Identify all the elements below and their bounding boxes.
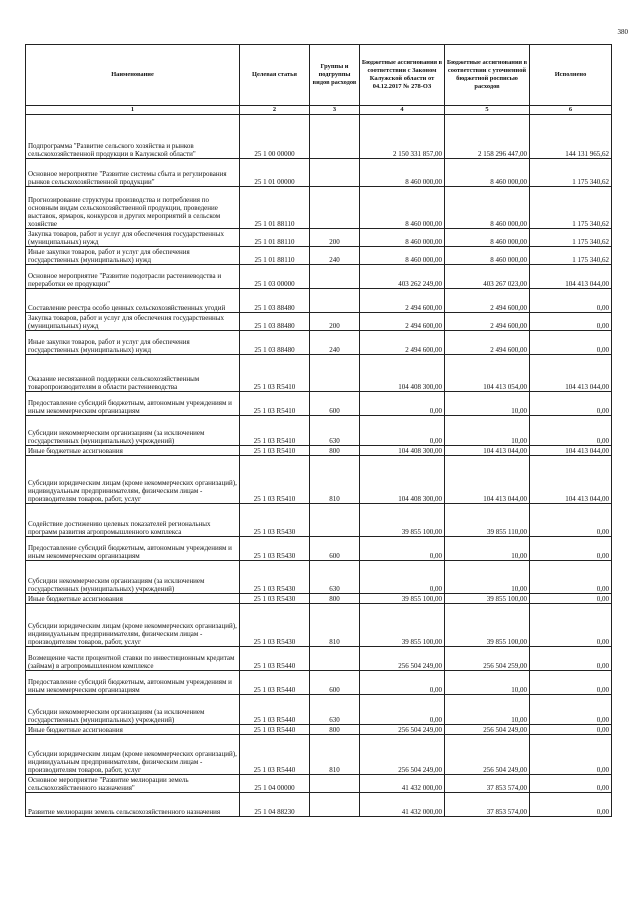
row-refined-amount: 10,00 [445,695,530,725]
row-target-article: 25 1 03 R5410 [240,456,310,504]
row-target-article: 25 1 03 R5430 [240,561,310,594]
row-law-amount: 0,00 [360,695,445,725]
row-expense-group [310,187,360,229]
row-expense-group [310,504,360,537]
row-executed-amount: 144 131 965,62 [530,115,612,159]
table-row [26,446,612,456]
row-expense-group [310,115,360,159]
row-name: Субсидии юридическим лицам (кроме некоммерческих организаций), индивидуальным предпринимателям, физическим лицам - производителям товаров, работ, услуг [26,604,240,647]
row-executed-amount: 104 413 044,00 [530,265,612,289]
table-row [26,265,612,289]
column-number: 4 [360,106,445,115]
header-law-allocations: Бюджетные ассигнования в соответствии с Законом Калужской области от 04.12.2017 № 278-ОЗ [360,45,445,106]
row-executed-amount: 0,00 [530,392,612,416]
row-target-article: 25 1 01 88110 [240,229,310,247]
row-name: Предоставление субсидий бюджетным, автономным учреждениям и иным некоммерческим организациям [26,537,240,561]
row-executed-amount: 1 175 340,62 [530,187,612,229]
row-target-article: 25 1 01 88110 [240,187,310,229]
row-target-article: 25 1 03 R5410 [240,392,310,416]
row-refined-amount: 8 460 000,00 [445,159,530,187]
table-row [26,725,612,735]
row-name: Развитие мелиорации земель сельскохозяйственного назначения [26,793,240,817]
row-name: Субсидии юридическим лицам (кроме некоммерческих организаций), индивидуальным предпринимателям, физическим лицам - производителям товаров, работ, услуг [26,456,240,504]
row-expense-group: 630 [310,695,360,725]
row-expense-group: 630 [310,416,360,446]
column-number: 2 [240,106,310,115]
row-refined-amount: 8 460 000,00 [445,247,530,265]
row-target-article: 25 1 03 R5440 [240,695,310,725]
row-refined-amount: 37 853 574,00 [445,775,530,793]
row-name: Иные закупки товаров, работ и услуг для обеспечения государственных (муниципальных) нужд [26,247,240,265]
page-number: 380 [617,28,628,36]
row-expense-group: 810 [310,735,360,775]
row-expense-group [310,775,360,793]
row-executed-amount: 104 413 044,00 [530,446,612,456]
row-expense-group: 200 [310,229,360,247]
row-executed-amount: 0,00 [530,775,612,793]
table-body [26,115,612,817]
table-row [26,229,612,247]
row-refined-amount: 2 494 600,00 [445,331,530,355]
row-name: Субсидии некоммерческим организациям (за исключением государственных (муниципальных) учреждений) [26,561,240,594]
row-law-amount: 2 494 600,00 [360,289,445,313]
row-expense-group: 600 [310,671,360,695]
row-law-amount: 104 408 300,00 [360,456,445,504]
row-target-article: 25 1 01 00000 [240,159,310,187]
row-executed-amount: 0,00 [530,504,612,537]
row-target-article: 25 1 03 R5430 [240,594,310,604]
table-row [26,187,612,229]
row-executed-amount: 0,00 [530,313,612,331]
row-law-amount: 41 432 000,00 [360,775,445,793]
row-expense-group [310,793,360,817]
row-executed-amount: 0,00 [530,594,612,604]
row-law-amount: 0,00 [360,561,445,594]
row-executed-amount: 0,00 [530,647,612,671]
table-row [26,355,612,392]
row-name: Содействие достижению целевых показателей региональных программ развития агропромышленного комплекса [26,504,240,537]
row-expense-group: 800 [310,594,360,604]
table-row [26,561,612,594]
row-executed-amount: 104 413 044,00 [530,355,612,392]
table-header-row [26,45,612,106]
row-expense-group: 240 [310,247,360,265]
row-law-amount: 8 460 000,00 [360,229,445,247]
table-row [26,735,612,775]
table-row [26,604,612,647]
row-law-amount: 2 494 600,00 [360,313,445,331]
row-expense-group: 810 [310,604,360,647]
row-refined-amount: 2 494 600,00 [445,313,530,331]
row-name: Основное мероприятие "Развитие мелиорации земель сельскохозяйственного назначения" [26,775,240,793]
row-name: Субсидии некоммерческим организациям (за исключением государственных (муниципальных) учреждений) [26,416,240,446]
row-name: Составление реестра особо ценных сельскохозяйственных угодий [26,289,240,313]
row-executed-amount: 0,00 [530,331,612,355]
row-law-amount: 256 504 249,00 [360,735,445,775]
row-law-amount: 0,00 [360,416,445,446]
row-expense-group [310,159,360,187]
table-row [26,392,612,416]
row-refined-amount: 403 267 023,00 [445,265,530,289]
row-target-article: 25 1 00 00000 [240,115,310,159]
row-name: Предоставление субсидий бюджетным, автономным учреждениям и иным некоммерческим организациям [26,671,240,695]
header-executed: Исполнено [530,45,612,106]
row-law-amount: 0,00 [360,392,445,416]
table-row [26,537,612,561]
row-refined-amount: 2 158 296 447,00 [445,115,530,159]
row-expense-group: 200 [310,313,360,331]
row-expense-group: 800 [310,725,360,735]
row-executed-amount: 0,00 [530,289,612,313]
row-name: Возмещение части процентной ставки по инвестиционным кредитам (займам) в агропромышленном комплексе [26,647,240,671]
row-law-amount: 104 408 300,00 [360,446,445,456]
row-refined-amount: 37 853 574,00 [445,793,530,817]
column-number-row [26,106,612,115]
table-row [26,247,612,265]
row-name: Субсидии некоммерческим организациям (за исключением государственных (муниципальных) учреждений) [26,695,240,725]
row-target-article: 25 1 03 00000 [240,265,310,289]
row-executed-amount: 0,00 [530,416,612,446]
row-executed-amount: 0,00 [530,735,612,775]
row-name: Иные бюджетные ассигнования [26,446,240,456]
row-executed-amount: 0,00 [530,537,612,561]
row-executed-amount: 0,00 [530,725,612,735]
table-row [26,331,612,355]
row-refined-amount: 256 504 249,00 [445,735,530,775]
row-expense-group [310,289,360,313]
row-name: Основное мероприятие "Развитие системы сбыта и регулирования рынков сельскохозяйственной продукции" [26,159,240,187]
column-number: 6 [530,106,612,115]
row-expense-group: 800 [310,446,360,456]
table-row [26,416,612,446]
row-target-article: 25 1 03 88480 [240,331,310,355]
row-refined-amount: 39 855 110,00 [445,504,530,537]
row-refined-amount: 10,00 [445,537,530,561]
row-expense-group: 600 [310,537,360,561]
header-name: Наименование [26,45,240,106]
row-executed-amount: 0,00 [530,695,612,725]
row-target-article: 25 1 03 R5410 [240,446,310,456]
row-name: Иные бюджетные ассигнования [26,725,240,735]
row-executed-amount: 1 175 340,62 [530,159,612,187]
row-expense-group: 240 [310,331,360,355]
row-name: Субсидии юридическим лицам (кроме некоммерческих организаций), индивидуальным предпринимателям, физическим лицам - производителям товаров, работ, услуг [26,735,240,775]
row-name: Подпрограмма "Развитие сельского хозяйства и рынков сельскохозяйственной продукции в Калужской области" [26,115,240,159]
table-row [26,775,612,793]
table-row [26,695,612,725]
row-law-amount: 104 408 300,00 [360,355,445,392]
row-target-article: 25 1 01 88110 [240,247,310,265]
table-row [26,504,612,537]
header-refined-allocations: Бюджетные ассигнования в соответствии с уточненной бюджетной росписью расходов [445,45,530,106]
column-number: 5 [445,106,530,115]
row-refined-amount: 104 413 044,00 [445,446,530,456]
table-row [26,671,612,695]
row-law-amount: 8 460 000,00 [360,187,445,229]
row-refined-amount: 104 413 044,00 [445,456,530,504]
table-row [26,159,612,187]
row-law-amount: 0,00 [360,537,445,561]
row-law-amount: 41 432 000,00 [360,793,445,817]
row-target-article: 25 1 03 R5440 [240,735,310,775]
row-target-article: 25 1 04 88230 [240,793,310,817]
row-refined-amount: 256 504 259,00 [445,647,530,671]
row-expense-group: 810 [310,456,360,504]
table-row [26,647,612,671]
row-refined-amount: 8 460 000,00 [445,187,530,229]
row-law-amount: 256 504 249,00 [360,647,445,671]
row-executed-amount: 104 413 044,00 [530,456,612,504]
row-refined-amount: 10,00 [445,416,530,446]
row-executed-amount: 0,00 [530,561,612,594]
table-row [26,115,612,159]
row-target-article: 25 1 03 R5440 [240,671,310,695]
row-target-article: 25 1 03 88480 [240,289,310,313]
row-executed-amount: 0,00 [530,604,612,647]
row-target-article: 25 1 04 00000 [240,775,310,793]
row-name: Закупка товаров, работ и услуг для обеспечения государственных (муниципальных) нужд [26,229,240,247]
row-name: Иные бюджетные ассигнования [26,594,240,604]
row-name: Предоставление субсидий бюджетным, автономным учреждениям и иным некоммерческим организациям [26,392,240,416]
row-law-amount: 403 262 249,00 [360,265,445,289]
header-target-article: Целевая статья [240,45,310,106]
row-law-amount: 39 855 100,00 [360,604,445,647]
row-target-article: 25 1 03 R5440 [240,725,310,735]
row-refined-amount: 256 504 249,00 [445,725,530,735]
row-target-article: 25 1 03 R5410 [240,355,310,392]
table-row [26,594,612,604]
row-target-article: 25 1 03 R5430 [240,537,310,561]
row-target-article: 25 1 03 88480 [240,313,310,331]
row-refined-amount: 10,00 [445,671,530,695]
row-expense-group: 630 [310,561,360,594]
row-expense-group [310,647,360,671]
table-row [26,289,612,313]
budget-table [25,44,612,817]
column-number: 3 [310,106,360,115]
row-name: Закупка товаров, работ и услуг для обеспечения государственных (муниципальных) нужд [26,313,240,331]
row-target-article: 25 1 03 R5410 [240,416,310,446]
row-target-article: 25 1 03 R5430 [240,504,310,537]
table-row [26,456,612,504]
row-executed-amount: 1 175 340,62 [530,247,612,265]
row-executed-amount: 0,00 [530,793,612,817]
row-expense-group: 600 [310,392,360,416]
row-target-article: 25 1 03 R5430 [240,604,310,647]
row-refined-amount: 10,00 [445,392,530,416]
row-expense-group [310,265,360,289]
row-name: Иные закупки товаров, работ и услуг для обеспечения государственных (муниципальных) нужд [26,331,240,355]
row-refined-amount: 8 460 000,00 [445,229,530,247]
table-row [26,313,612,331]
header-expense-group: Группы и подгруппы видов расходов [310,45,360,106]
row-name: Прогнозирование структуры производства и потребления по основным видам сельскохозяйственной продукции, проведение выставок, ярмарок, конкурсов и других мероприятий в сельском хозяйстве [26,187,240,229]
table-row [26,793,612,817]
row-refined-amount: 2 494 600,00 [445,289,530,313]
row-law-amount: 8 460 000,00 [360,159,445,187]
row-law-amount: 39 855 100,00 [360,504,445,537]
row-expense-group [310,355,360,392]
row-law-amount: 2 494 600,00 [360,331,445,355]
row-refined-amount: 39 855 100,00 [445,594,530,604]
row-target-article: 25 1 03 R5440 [240,647,310,671]
row-refined-amount: 39 855 100,00 [445,604,530,647]
row-executed-amount: 1 175 340,62 [530,229,612,247]
row-law-amount: 39 855 100,00 [360,594,445,604]
row-refined-amount: 104 413 054,00 [445,355,530,392]
row-executed-amount: 0,00 [530,671,612,695]
row-refined-amount: 10,00 [445,561,530,594]
column-number: 1 [26,106,240,115]
row-law-amount: 8 460 000,00 [360,247,445,265]
row-law-amount: 2 150 331 857,00 [360,115,445,159]
row-law-amount: 256 504 249,00 [360,725,445,735]
row-name: Основное мероприятие "Развитие подотрасли растениеводства и переработки ее продукции" [26,265,240,289]
row-name: Оказание несвязанной поддержки сельскохозяйственным товаропроизводителям в области растениеводства [26,355,240,392]
row-law-amount: 0,00 [360,671,445,695]
